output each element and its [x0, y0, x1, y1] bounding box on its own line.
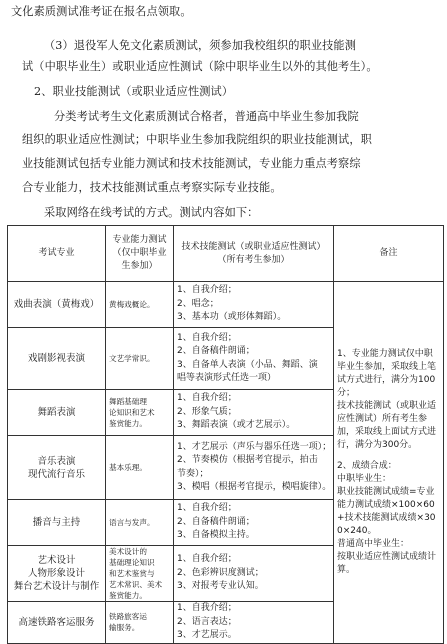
major-cell — [8, 602, 106, 644]
technical-test-cell-line: 2、色彩辨识度测试； — [177, 567, 264, 578]
notes-spacer — [337, 452, 440, 460]
table-row — [8, 282, 444, 328]
professional-test-cell — [106, 436, 174, 500]
technical-test-cell-line: 2、语言表达； — [177, 616, 237, 627]
paragraph-2-line-2: 试（中职毕业生）或职业适应性测试（除中职毕业生以外的其他考生）。 — [22, 60, 378, 73]
major-cell-line: 舞台艺术设计与制作 — [13, 581, 100, 592]
professional-test-cell-line: 铁路旅客运 — [109, 612, 147, 622]
major-cell-line: 播音与主持 — [32, 517, 81, 528]
professional-test-cell — [106, 500, 174, 546]
paragraph-1: 文化素质测试准考证在报名点领取。 — [11, 5, 192, 18]
technical-test-cell-line: 1、自我介绍； — [177, 393, 237, 404]
paragraph-4: 采取网络在线考试的方式。测试内容如下： — [44, 206, 259, 219]
major-cell-line: 现代流行音乐 — [27, 468, 85, 480]
major-cell-line: 戏曲表演（黄梅戏） — [13, 299, 100, 310]
technical-test-cell-line: 2、唱念； — [177, 298, 219, 309]
major-cell — [8, 282, 106, 328]
professional-test-cell — [106, 602, 174, 644]
paragraph-3-line-4: 合专业能力，技术技能测试重点考察实际专业技能。 — [22, 181, 282, 194]
notes-line: 2、成绩合成： — [337, 460, 397, 471]
major-cell — [8, 328, 106, 390]
professional-test-cell-line: 舞蹈基础理 — [109, 397, 147, 406]
technical-test-cell-line: 1、自我介绍； — [177, 503, 237, 514]
major-cell-line: 艺术设计 — [37, 555, 76, 566]
professional-test-cell-line: 黄梅戏概论。 — [109, 300, 155, 309]
technical-test-cell — [174, 436, 334, 500]
technical-test-cell — [174, 602, 334, 644]
major-cell — [8, 390, 106, 436]
section-heading: 2、职业技能测试（或职业适应性测试） — [34, 85, 234, 98]
notes-line: 职业技能测试成绩=专业能力测试成绩×100×60+技术技能测试成绩×300×240。 — [337, 486, 436, 536]
professional-test-cell-line: 鉴赏能力。 — [109, 419, 147, 428]
technical-test-cell — [174, 500, 334, 546]
header-technical-test-line: 技术技能测试（或职业适应性测试） — [181, 241, 326, 252]
technical-test-cell-line: 2、形象气质； — [177, 406, 237, 417]
header-notes: 备注 — [334, 226, 444, 282]
technical-test-cell-line: 3、自备单人表演（小品、舞蹈、演 — [177, 359, 318, 370]
professional-test-cell-line: 文艺学常识。 — [109, 354, 155, 363]
major-cell-line: 戏剧影视表演 — [27, 353, 85, 364]
professional-test-cell-line: 输服务。 — [109, 623, 140, 633]
notes-line: 普通高中毕业生： — [337, 538, 410, 549]
professional-test-cell — [106, 546, 174, 602]
technical-test-cell-line: 2、节奏模仿（根据考官提示，拍击 — [177, 455, 318, 465]
notes-line: 技术技能测试（或职业适应性测试）所有考生参加，采取线上面试方式进行，满分为300分。 — [337, 400, 437, 450]
major-cell-line: 舞蹈表演 — [37, 407, 76, 418]
header-professional-test — [106, 226, 174, 282]
technical-test-cell-line: 1、自我介绍； — [177, 554, 237, 565]
technical-test-cell-line: 3、模唱（根据考官提示，模唱旋律）。 — [177, 482, 332, 492]
notes-line: 按职业适应性测试成绩计算。 — [337, 551, 437, 575]
technical-test-cell-line: 3、基本功（或形体舞蹈）。 — [177, 312, 287, 323]
technical-test-cell-line: 3、才艺展示。 — [177, 630, 237, 640]
major-cell-line: 音乐表演 — [37, 455, 76, 467]
header-major: 考试专业 — [8, 226, 106, 282]
technical-test-cell-line: 3、舞蹈表演（或才艺展示）。 — [177, 420, 296, 431]
major-cell-line: 人物形象设计 — [27, 568, 85, 579]
major-cell-line: 高速铁路客运服务 — [18, 616, 95, 628]
header-professional-test-line: 专业能力测试 — [112, 235, 167, 245]
professional-test-cell-line: 基础理论知识 — [109, 558, 155, 567]
table-body — [8, 282, 444, 644]
professional-test-cell — [106, 390, 174, 436]
technical-test-cell — [174, 390, 334, 436]
technical-test-cell-line: 3、自备模拟主持。 — [177, 530, 255, 541]
technical-test-cell — [174, 546, 334, 602]
technical-test-cell-line: 节奏）； — [177, 468, 209, 479]
technical-test-cell-line: 1、自我介绍； — [177, 332, 237, 343]
professional-test-cell-line: 鉴赏能力。 — [109, 591, 147, 600]
major-cell — [8, 500, 106, 546]
professional-test-cell-line: 论知识和艺术 — [109, 408, 155, 417]
professional-test-cell — [106, 282, 174, 328]
professional-test-cell-line: 艺术常识、美术 — [109, 580, 163, 589]
notes-line: 中职毕业生： — [337, 473, 392, 484]
technical-test-cell-line: 3、对报考专业认知。 — [177, 581, 264, 592]
major-cell — [8, 436, 106, 500]
technical-test-cell-line: 2、自备稿件朗诵； — [177, 346, 255, 356]
technical-test-cell-line: 2、自备稿件朗诵； — [177, 516, 255, 527]
paragraph-3-line-2: 组织的职业适应性测试；中职毕业生参加我院组织的职业技能测试，职 — [22, 133, 372, 146]
professional-test-cell-line: 语言与发声。 — [109, 518, 155, 527]
technical-test-cell-line: 唱等表演形式任选一项） — [177, 373, 277, 383]
header-technical-test-line: （所有考生参加） — [217, 254, 290, 265]
header-professional-test-line: （仅中职毕业 — [112, 248, 167, 258]
professional-test-cell-line: 基本乐理。 — [109, 463, 147, 472]
major-cell — [8, 546, 106, 602]
professional-test-cell-line: 美术设计的 — [109, 547, 147, 556]
technical-test-cell — [174, 328, 334, 390]
table-header-row — [8, 226, 444, 282]
paragraph-3-line-3: 业技能测试包括专业能力测试和技术技能测试，专业能力重点考察综 — [22, 157, 361, 170]
technical-test-cell-line: 1、才艺展示（声乐与器乐任选一项）； — [177, 441, 332, 452]
professional-test-cell — [106, 328, 174, 390]
notes-line: 1、专业能力测试仅中职毕业生参加，采取线上笔试方式进行，满分为100分； — [337, 348, 437, 398]
technical-test-cell-line: 1、自我介绍； — [177, 603, 237, 613]
technical-test-cell-line: 1、自我介绍； — [177, 285, 237, 296]
professional-test-cell-line: 和艺术鉴赏与 — [109, 569, 155, 578]
notes-cell — [334, 282, 444, 644]
exam-content-table — [7, 225, 444, 644]
technical-test-cell — [174, 282, 334, 328]
header-technical-test — [174, 226, 334, 282]
header-professional-test-line: 生参加） — [121, 261, 158, 271]
paragraph-2-line-1: （3）退役军人免文化素质测试，须参加我校组织的职业技能测 — [44, 39, 356, 52]
paragraph-3-line-1: 分类考试考生文化素质测试合格者，普通高中毕业生参加我院 — [54, 110, 359, 123]
